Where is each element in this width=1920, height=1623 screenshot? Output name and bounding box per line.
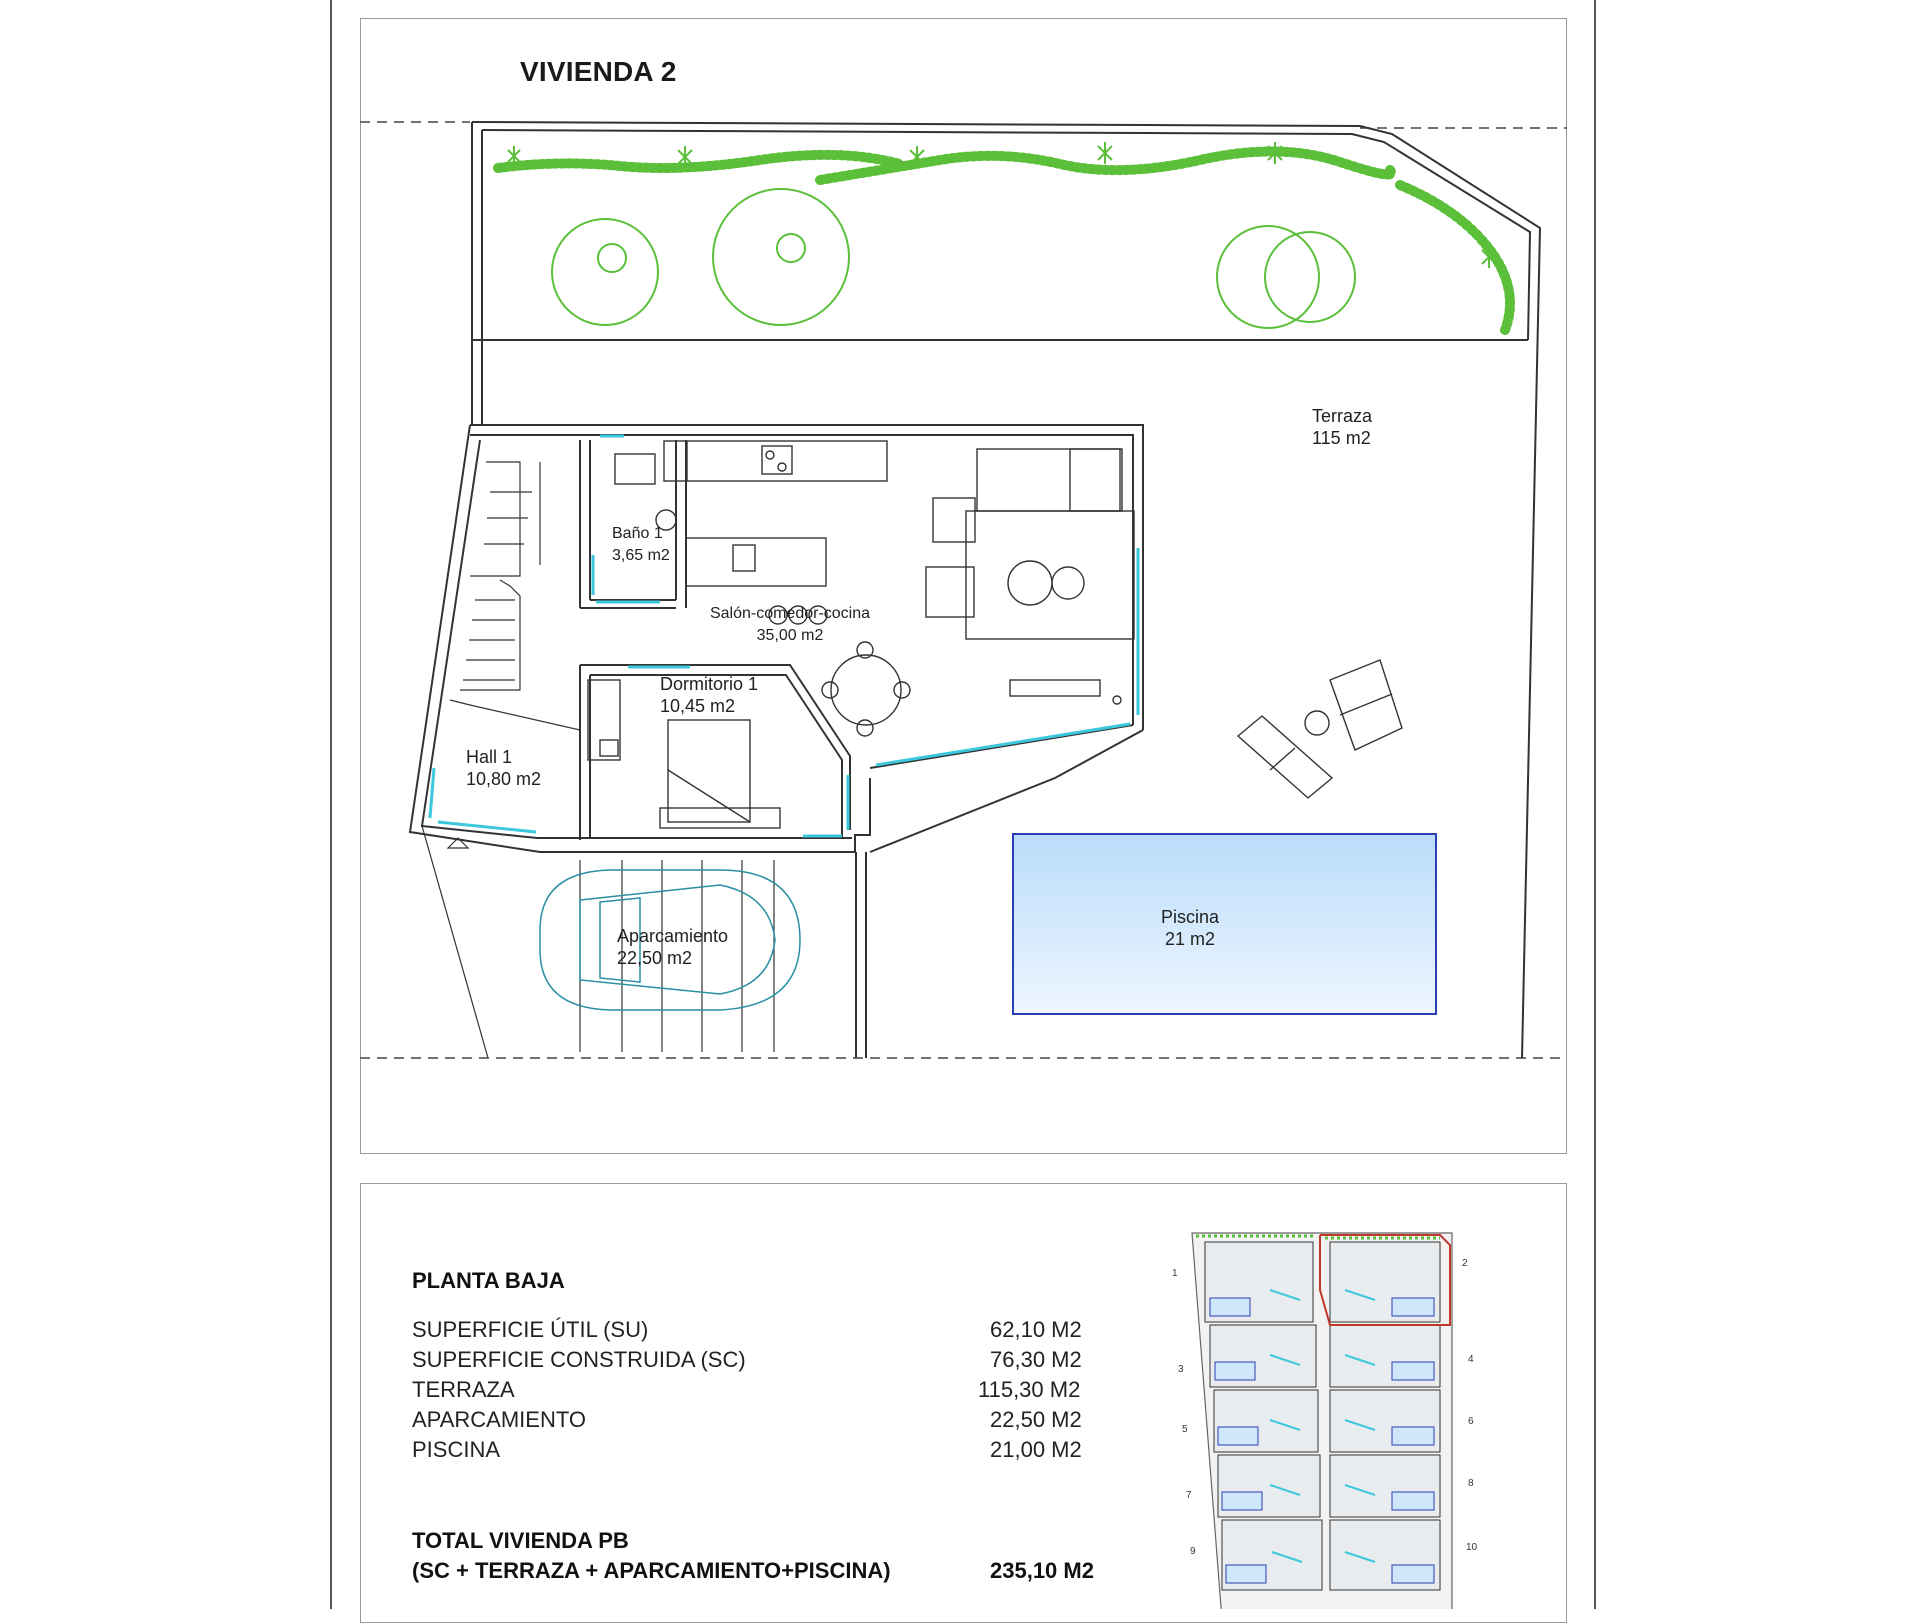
site-unit-number: 9 (1190, 1546, 1196, 1557)
room-label-hall (466, 746, 541, 790)
summary-row-label: PISCINA (412, 1437, 501, 1462)
total-label-2: (SC + TERRAZA + APARCAMIENTO+PISCINA) (412, 1558, 891, 1583)
summary-row-value: 62,10 M2 (990, 1317, 1082, 1342)
total-label-1: TOTAL VIVIENDA PB (412, 1528, 629, 1553)
summary-row-value: 115,30 M2 (978, 1377, 1081, 1402)
total-value: 235,10 M2 (990, 1558, 1094, 1583)
summary-row-label: SUPERFICIE CONSTRUIDA (SC) (412, 1347, 746, 1372)
room-area: 21 m2 (1164, 929, 1216, 949)
summary-row-value: 22,50 M2 (990, 1407, 1082, 1432)
room-name: Aparcamiento (617, 926, 729, 946)
summary-row-label: APARCAMIENTO (412, 1407, 586, 1432)
plan-title: VIVIENDA 2 (520, 56, 677, 87)
room-name: Piscina (1160, 907, 1220, 927)
room-label-terraza (1312, 405, 1372, 449)
room-name: Hall 1 (466, 747, 513, 767)
room-area: 35,00 m2 (756, 627, 824, 644)
site-unit-number: 8 (1468, 1478, 1474, 1489)
summary-heading: PLANTA BAJA (412, 1268, 565, 1293)
site-unit-number: 5 (1182, 1424, 1188, 1435)
sun-loungers (1238, 660, 1402, 798)
room-label-bano (612, 523, 670, 567)
room-area: 115 m2 (1312, 428, 1371, 448)
site-unit-number: 6 (1468, 1416, 1474, 1427)
room-area: 22,50 m2 (617, 948, 693, 968)
site-unit-number: 3 (1178, 1364, 1184, 1375)
room-name: Baño 1 (612, 525, 663, 542)
summary-row-label: TERRAZA (412, 1377, 515, 1402)
room-label-dormitorio (660, 673, 758, 717)
room-name: Dormitorio 1 (660, 674, 759, 694)
room-area: 10,45 m2 (660, 696, 736, 716)
trees (552, 189, 1355, 328)
site-unit-number: 4 (1468, 1354, 1474, 1365)
site-unit-number: 10 (1466, 1542, 1478, 1553)
room-label-aparcamiento (617, 925, 728, 969)
summary-row-value: 76,30 M2 (990, 1347, 1082, 1372)
room-label-salon (690, 603, 890, 647)
room-name: Salón-comedor-cocina (709, 605, 871, 622)
site-unit-number: 7 (1186, 1490, 1192, 1501)
garden-hedge (498, 151, 1510, 330)
site-unit-number: 2 (1462, 1258, 1468, 1269)
summary-row-label: SUPERFICIE ÚTIL (SU) (412, 1317, 649, 1342)
summary-row-value: 21,00 M2 (990, 1437, 1082, 1462)
room-label-piscina (1140, 906, 1240, 950)
room-area: 10,80 m2 (466, 769, 542, 789)
room-name: Terraza (1312, 406, 1373, 426)
site-unit-number: 1 (1172, 1268, 1178, 1279)
room-area: 3,65 m2 (612, 547, 670, 564)
